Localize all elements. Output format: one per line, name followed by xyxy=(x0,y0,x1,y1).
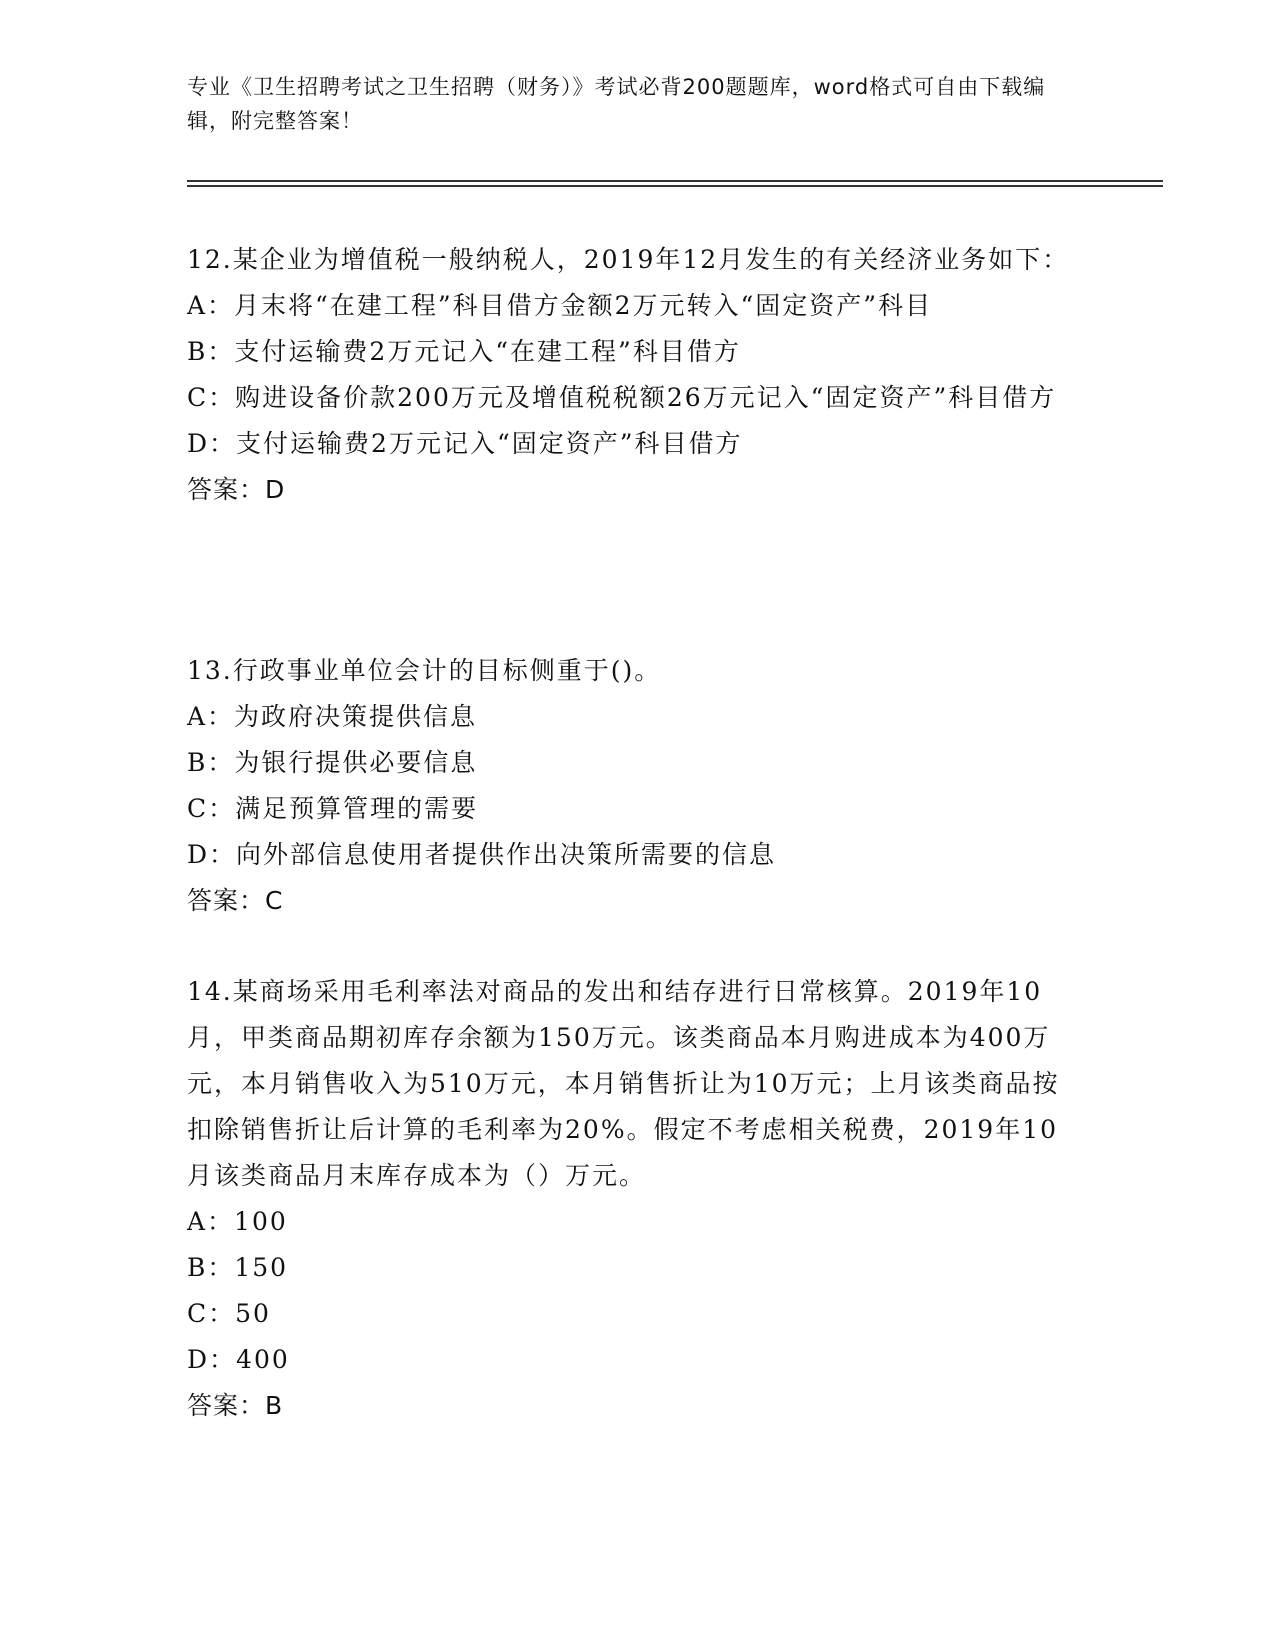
header-divider-top xyxy=(187,180,1163,182)
question-stem: 13.行政事业单位会计的目标侧重于()。 xyxy=(187,656,662,685)
option-a: A：月末将“在建工程”科目借方金额2万元转入“固定资产”科目 xyxy=(187,291,933,320)
question-14 xyxy=(187,969,1077,1429)
option-c: C：购进设备价款200万元及增值税税额26万元记入“固定资产”科目借方 xyxy=(187,383,1057,412)
header-intro-text: 专业《卫生招聘考试之卫生招聘（财务）》考试必背200题题库，word格式可自由下载编辑，附完整答案！ xyxy=(187,75,1046,133)
option-d: D：向外部信息使用者提供作出决策所需要的信息 xyxy=(187,840,777,869)
option-d: D：支付运输费2万元记入“固定资产”科目借方 xyxy=(187,429,743,458)
document-header xyxy=(187,70,1067,138)
option-b: B：150 xyxy=(187,1253,289,1282)
option-d: D：400 xyxy=(187,1345,290,1374)
header-divider-bottom xyxy=(187,185,1163,187)
answer-label: 答案：D xyxy=(187,475,286,504)
option-c: C：50 xyxy=(187,1299,271,1328)
question-stem: 14.某商场采用毛利率法对商品的发出和结存进行日常核算。2019年10月，甲类商品期初库存余额为150万元。该类商品本月购进成本为400万元，本月销售收入为510万元，本月销售折让为10万元；上月该类商品按扣除销售折让后计算的毛利率为20%。假定不考虑相关税费，2019年10月该类商品月末库存成本为（）万元。 xyxy=(187,977,1060,1190)
option-a: A：为政府决策提供信息 xyxy=(187,702,478,731)
answer-label: 答案：B xyxy=(187,1391,284,1420)
option-b: B：支付运输费2万元记入“在建工程”科目借方 xyxy=(187,337,741,366)
question-13 xyxy=(187,648,1077,924)
question-stem: 12.某企业为增值税一般纳税人，2019年12月发生的有关经济业务如下： xyxy=(187,245,1070,274)
option-c: C：满足预算管理的需要 xyxy=(187,794,479,823)
option-a: A：100 xyxy=(187,1207,288,1236)
answer-label: 答案：C xyxy=(187,886,284,915)
question-12 xyxy=(187,237,1077,513)
option-b: B：为银行提供必要信息 xyxy=(187,748,478,777)
